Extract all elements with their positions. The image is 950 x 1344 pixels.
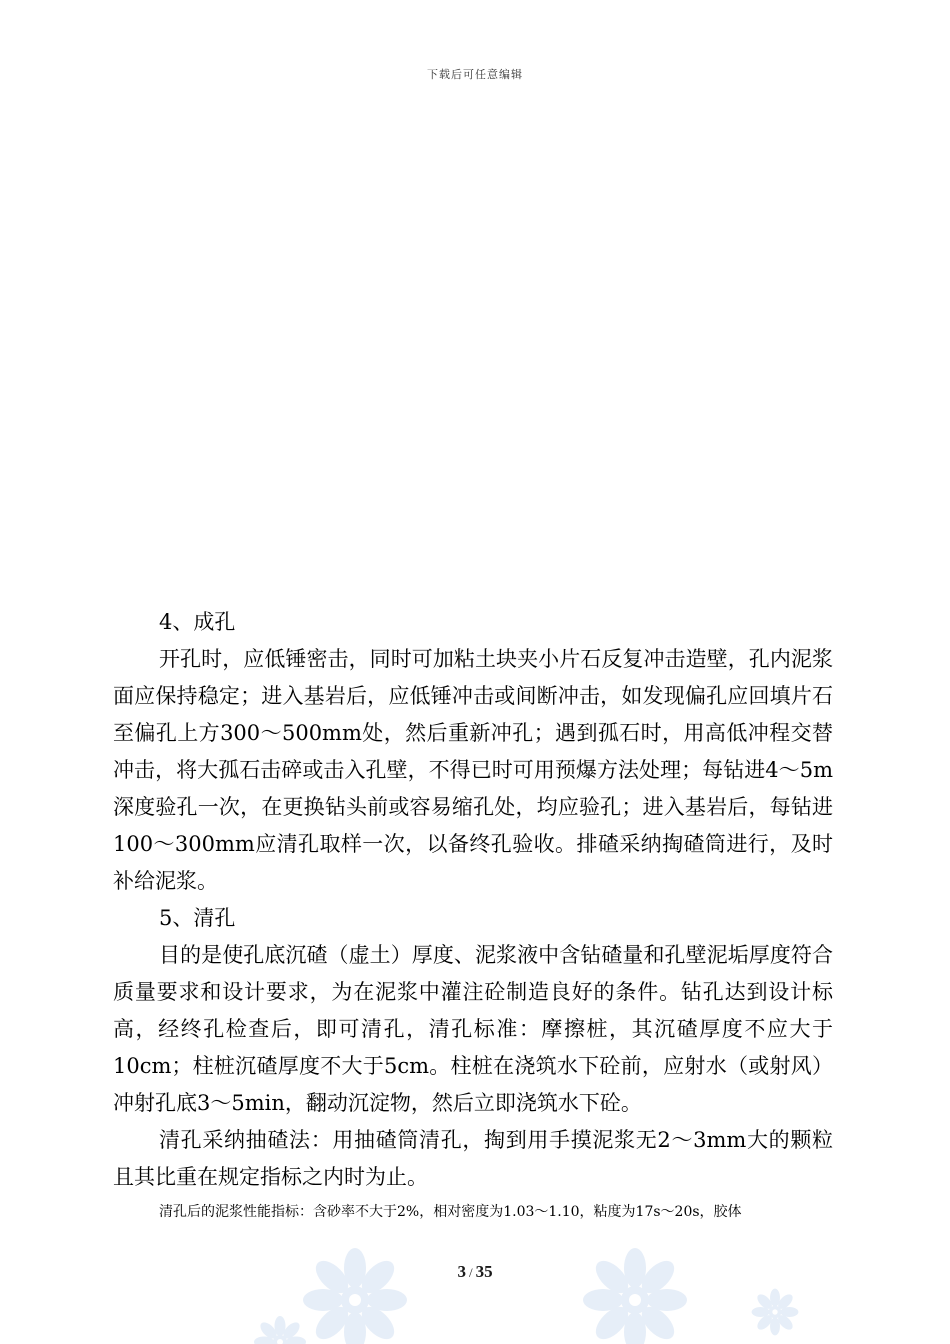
page-header: 下载后可任意编辑 <box>427 68 523 81</box>
section-heading-4: 4、成孔 <box>159 610 236 634</box>
section-5-small-paragraph: 清孔后的泥浆性能指标：含砂率不大于2%，相对密度为1.03～1.10，粘度为17s～20s，胶体 <box>159 1204 742 1220</box>
section-4-paragraph: 开孔时，应低锤密击，同时可加粘土块夹小片石反复冲击造壁，孔内泥浆面应保持稳定；进入基岩后，应低锤冲击或间断冲击，如发现偏孔应回填片石至偏孔上方300～500mm处，然后重新冲孔；遇到孤石时，用高低冲程交替冲击，将大孤石击碎或击入孔壁，不得已时可用预爆方法处理；每钻进4～5m深度验孔一次，在更换钻头前或容易缩孔处，均应验孔；进入基岩后，每钻进100～300mm应清孔取样一次，以备终孔验收。排碴采纳掏碴筒进行，及时补给泥浆。 <box>113 647 833 893</box>
page-footer <box>0 1262 950 1282</box>
snowflake-watermark-icon <box>0 1230 950 1344</box>
section-heading-5: 5、清孔 <box>159 906 236 930</box>
section-5-paragraph-2: 清孔采纳抽碴法：用抽碴筒清孔，掏到用手摸泥浆无2～3mm大的颗粒且其比重在规定指标之内时为止。 <box>113 1128 833 1189</box>
current-page-number: 3 <box>457 1262 466 1281</box>
total-pages-number: 35 <box>475 1262 493 1281</box>
section-5-paragraph-1: 目的是使孔底沉碴（虚土）厚度、泥浆液中含钻碴量和孔壁泥垢厚度符合质量要求和设计要求，为在泥浆中灌注砼制造良好的条件。钻孔达到设计标高，经终孔检查后，即可清孔，清孔标准：摩擦桩，其沉碴厚度不应大于10cm；柱桩沉碴厚度不大于5cm。柱桩在浇筑水下砼前，应射水（或射风）冲射孔底3～5min，翻动沉淀物，然后立即浇筑水下砼。 <box>113 943 833 1115</box>
page-separator: / <box>468 1265 473 1280</box>
document-body <box>113 604 833 1224</box>
